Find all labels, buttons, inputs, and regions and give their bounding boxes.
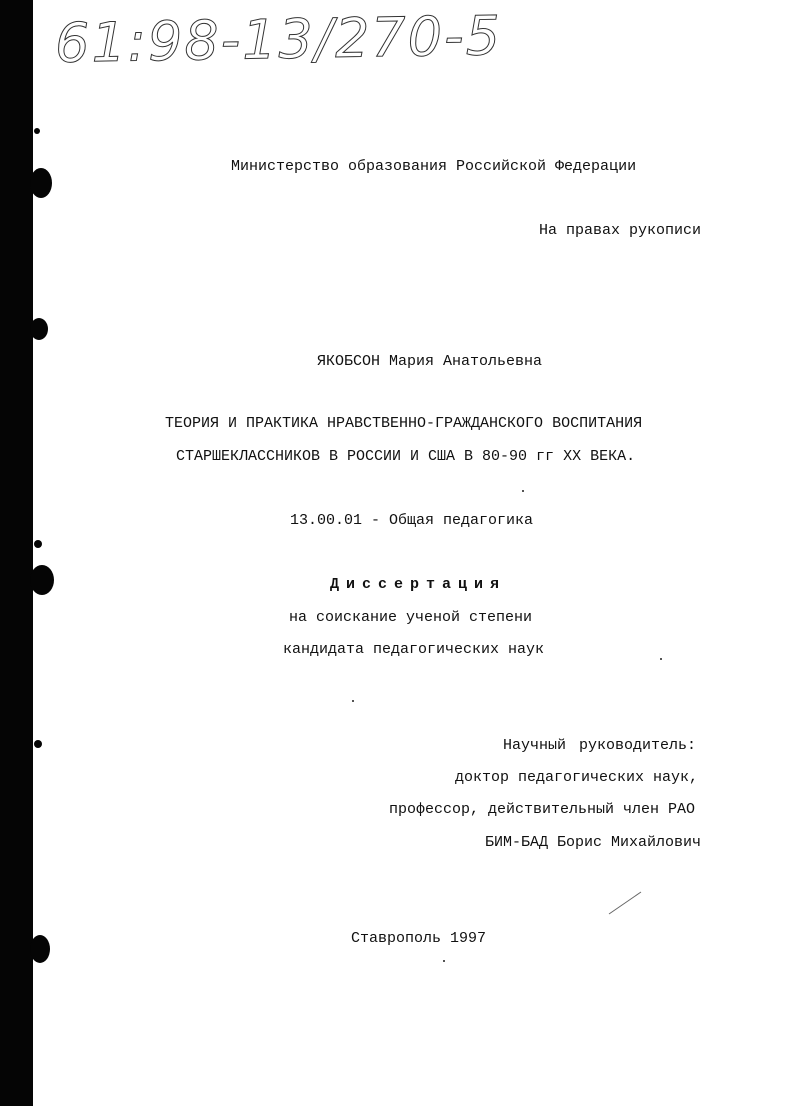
author-name: ЯКОБСОН Мария Анатольевна bbox=[317, 353, 543, 370]
punch-hole-mark bbox=[34, 128, 40, 134]
handwritten-code: 61:98-13/270-5 bbox=[54, 4, 503, 75]
scan-speck bbox=[443, 960, 445, 962]
supervisor-title: профессор, действительный член РАО bbox=[389, 801, 696, 818]
scan-speck bbox=[352, 700, 354, 702]
supervisor-degree: доктор педагогических наук, bbox=[455, 769, 699, 786]
rights-note: На правах рукописи bbox=[539, 222, 702, 239]
place-year: Ставрополь 1997 bbox=[351, 930, 487, 947]
punch-hole-mark bbox=[30, 168, 52, 198]
scan-edge bbox=[0, 0, 33, 1106]
scan-speck bbox=[522, 490, 524, 492]
punch-hole-mark bbox=[34, 540, 42, 548]
pen-stroke bbox=[605, 888, 645, 918]
title-line-1: ТЕОРИЯ И ПРАКТИКА НРАВСТВЕННО-ГРАЖДАНСКОГО ВОСПИТАНИЯ bbox=[165, 415, 643, 432]
punch-hole-mark bbox=[30, 318, 48, 340]
punch-hole-mark bbox=[30, 935, 50, 963]
title-line-2: СТАРШЕКЛАССНИКОВ В РОССИИ И США В 80-90 гг XX ВЕКА. bbox=[176, 448, 636, 465]
degree-line-1: на соискание ученой степени bbox=[289, 609, 533, 626]
scan-speck bbox=[660, 658, 662, 660]
supervisor-name: БИМ-БАД Борис Михайлович bbox=[485, 834, 702, 851]
degree-line-2: кандидата педагогических наук bbox=[283, 641, 545, 658]
punch-hole-mark bbox=[30, 565, 54, 595]
specialty-line: 13.00.01 - Общая педагогика bbox=[290, 512, 534, 529]
ministry-line: Министерство образования Российской Федерации bbox=[231, 158, 637, 175]
supervisor-heading: Научный руководитель: bbox=[503, 737, 697, 754]
punch-hole-mark bbox=[34, 740, 42, 748]
degree-label: Диссертация bbox=[330, 576, 507, 593]
